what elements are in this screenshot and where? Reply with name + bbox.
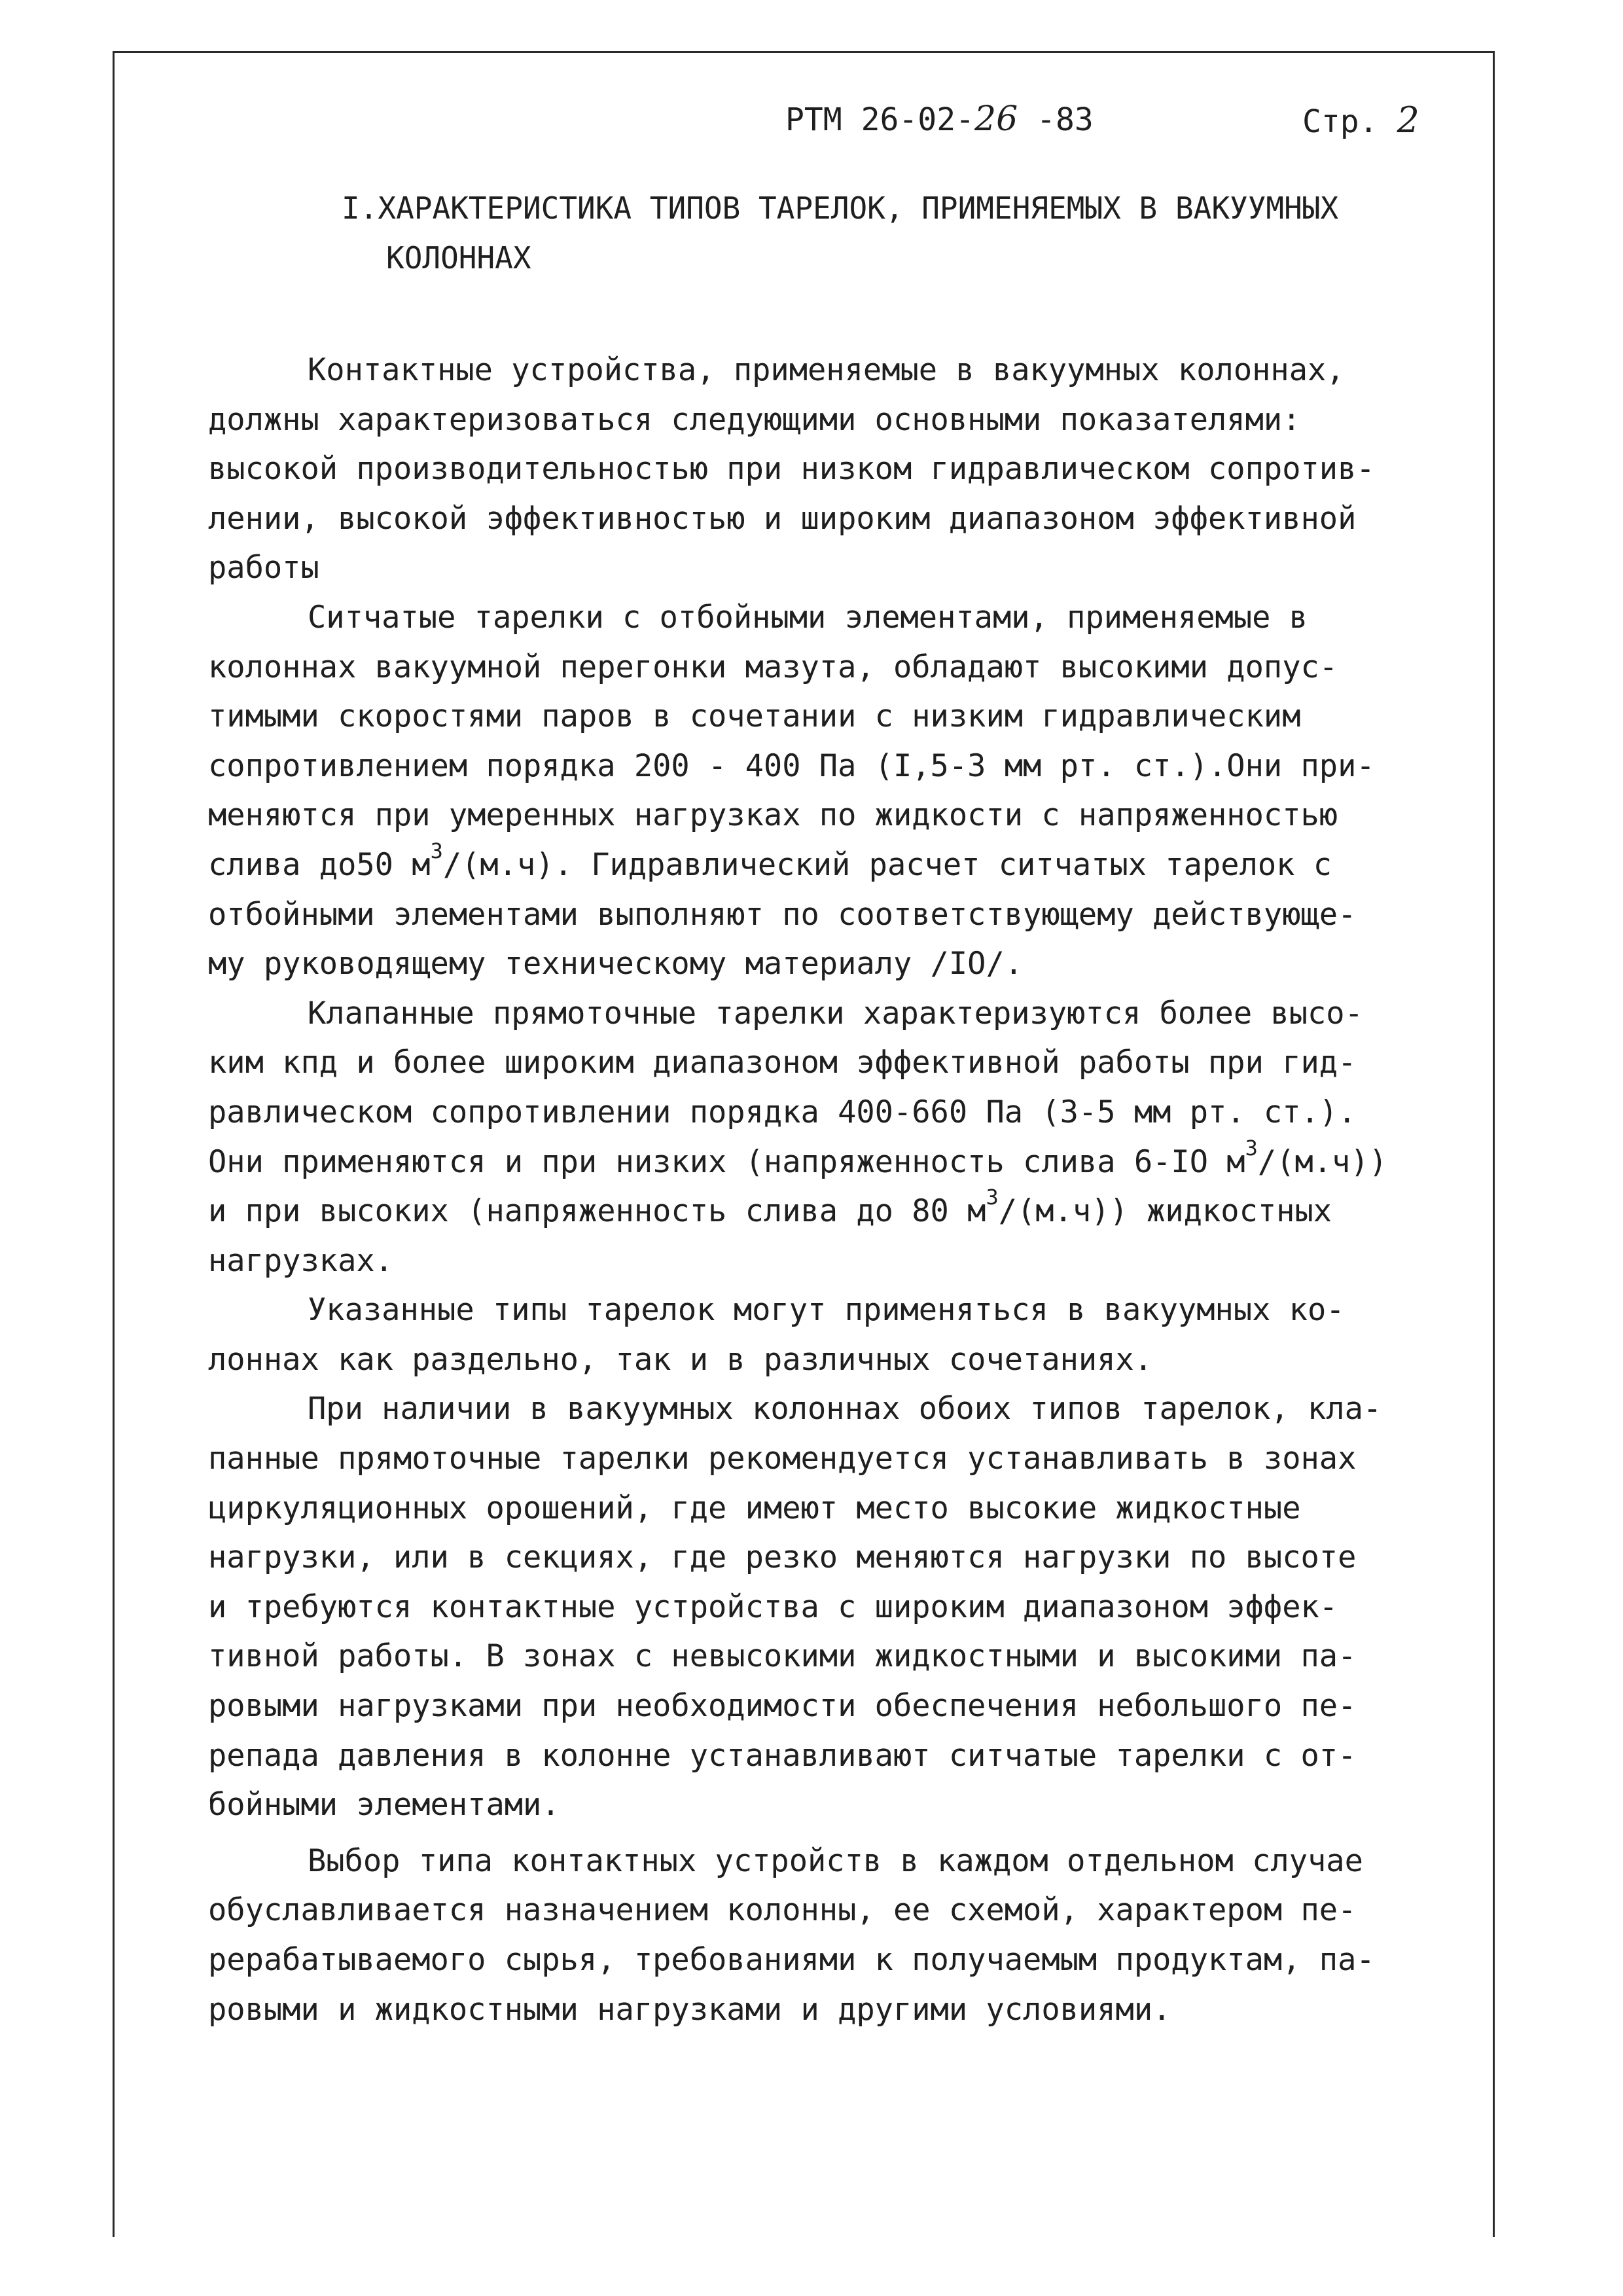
section-title-line-1: I.ХАРАКТЕРИСТИКА ТИПОВ ТАРЕЛОК, ПРИМЕНЯЕМЫХ В ВАКУУМНЫХ	[342, 190, 1339, 226]
text-line: обуславливается назначением колонны, ее схемой, характером пе-	[208, 1892, 1357, 1929]
text-fragment: /(м.ч)) жидкостных	[998, 1193, 1332, 1230]
superscript: 3	[1245, 1135, 1258, 1160]
text-line: нагрузках.	[208, 1242, 393, 1279]
text-fragment: Они применяются и при низких (напряженность слива 6-IO м	[208, 1143, 1245, 1180]
body-text	[208, 346, 1484, 2034]
text-line: отбойными элементами выполняют по соответствующему действующе-	[208, 896, 1357, 933]
text-fragment: /(м.ч))	[1257, 1143, 1387, 1180]
text-line: Выбор типа контактных устройств в каждом отдельном случае	[308, 1842, 1363, 1879]
text-line: ровыми нагрузками при необходимости обеспечения небольшого пе-	[208, 1688, 1357, 1725]
text-line: меняются при умеренных нагрузках по жидкости с напряженностью	[208, 797, 1338, 834]
section-title	[342, 183, 1467, 283]
paragraph-5	[208, 1384, 1484, 1829]
text-line: колоннах вакуумной перегонки мазута, обладают высокими допус-	[208, 649, 1338, 685]
text-line: сопротивлением порядка 200 - 400 Па (I,5-3 мм рт. ст.).Они при-	[208, 747, 1375, 784]
text-line: должны характеризоваться следующими основными показателями:	[208, 401, 1301, 438]
text-line: тивной работы. В зонах с невысокими жидкостными и высокими па-	[208, 1638, 1357, 1675]
document-code	[785, 99, 1094, 139]
document-code-suffix: -83	[1018, 101, 1094, 138]
superscript: 3	[986, 1185, 999, 1210]
text-fragment: /(м.ч). Гидравлический расчет ситчатых тарелок с	[442, 846, 1332, 883]
page-number-prefix: Стр.	[1302, 103, 1397, 140]
text-line: работы	[208, 550, 319, 586]
text-fragment: и при высоких (напряженность слива до 80 м	[208, 1193, 986, 1230]
text-line: Контактные устройства, применяемые в вакуумных колоннах,	[308, 352, 1345, 388]
superscript: 3	[430, 838, 443, 863]
text-line: лоннах как раздельно, так и в различных сочетаниях.	[208, 1341, 1153, 1378]
text-line: циркуляционных орошений, где имеют место высокие жидкостные	[208, 1490, 1301, 1526]
text-line: бойными элементами.	[208, 1787, 560, 1823]
text-line: Ситчатые тарелки с отбойными элементами, применяемые в	[308, 599, 1308, 636]
text-line-with-superscript	[208, 840, 1484, 890]
document-code-prefix: РТМ 26-02-	[785, 101, 974, 138]
document-number-handwritten: 26	[974, 99, 1018, 139]
text-line: му руководящему техническому материалу /IO/.	[208, 946, 1024, 982]
text-line: тимыми скоростями паров в сочетании с низким гидравлическим	[208, 698, 1301, 735]
text-line-with-superscript	[208, 1187, 1484, 1236]
page-number-handwritten: 2	[1397, 99, 1419, 141]
paragraph-4	[208, 1285, 1484, 1384]
text-line: нагрузки, или в секциях, где резко меняются нагрузки по высоте	[208, 1539, 1357, 1576]
text-line: Указанные типы тарелок могут применяться в вакуумных ко-	[308, 1292, 1345, 1329]
text-line: панные прямоточные тарелки рекомендуется устанавливать в зонах	[208, 1441, 1357, 1477]
text-line: равлическом сопротивлении порядка 400-660 Па (3-5 мм рт. ст.).	[208, 1094, 1357, 1130]
text-line: репада давления в колонне устанавливают ситчатые тарелки с от-	[208, 1737, 1357, 1774]
page-number	[1302, 99, 1419, 141]
text-line: ким кпд и более широким диапазоном эффективной работы при гид-	[208, 1045, 1357, 1081]
text-line: Клапанные прямоточные тарелки характеризуются более высо-	[308, 995, 1363, 1031]
text-line: ровыми и жидкостными нагрузками и другими условиями.	[208, 1991, 1171, 2028]
text-fragment: слива до50 м	[208, 846, 431, 883]
text-line: и требуются контактные устройства с широким диапазоном эффек-	[208, 1588, 1338, 1625]
text-line-with-superscript	[208, 1135, 1484, 1187]
paragraph-1	[208, 346, 1484, 593]
paragraph-2	[208, 593, 1484, 989]
paragraph-3	[208, 989, 1484, 1286]
section-title-line-2: КОЛОННАХ	[386, 240, 531, 276]
text-line: рерабатываемого сырья, требованиями к получаемым продуктам, па-	[208, 1942, 1375, 1978]
paragraph-6	[208, 1837, 1484, 2034]
text-line: лении, высокой эффективностью и широким диапазоном эффективной	[208, 500, 1357, 537]
text-line: При наличии в вакуумных колоннах обоих типов тарелок, кла-	[308, 1391, 1382, 1427]
text-line: высокой производительностью при низком гидравлическом сопротив-	[208, 451, 1375, 488]
